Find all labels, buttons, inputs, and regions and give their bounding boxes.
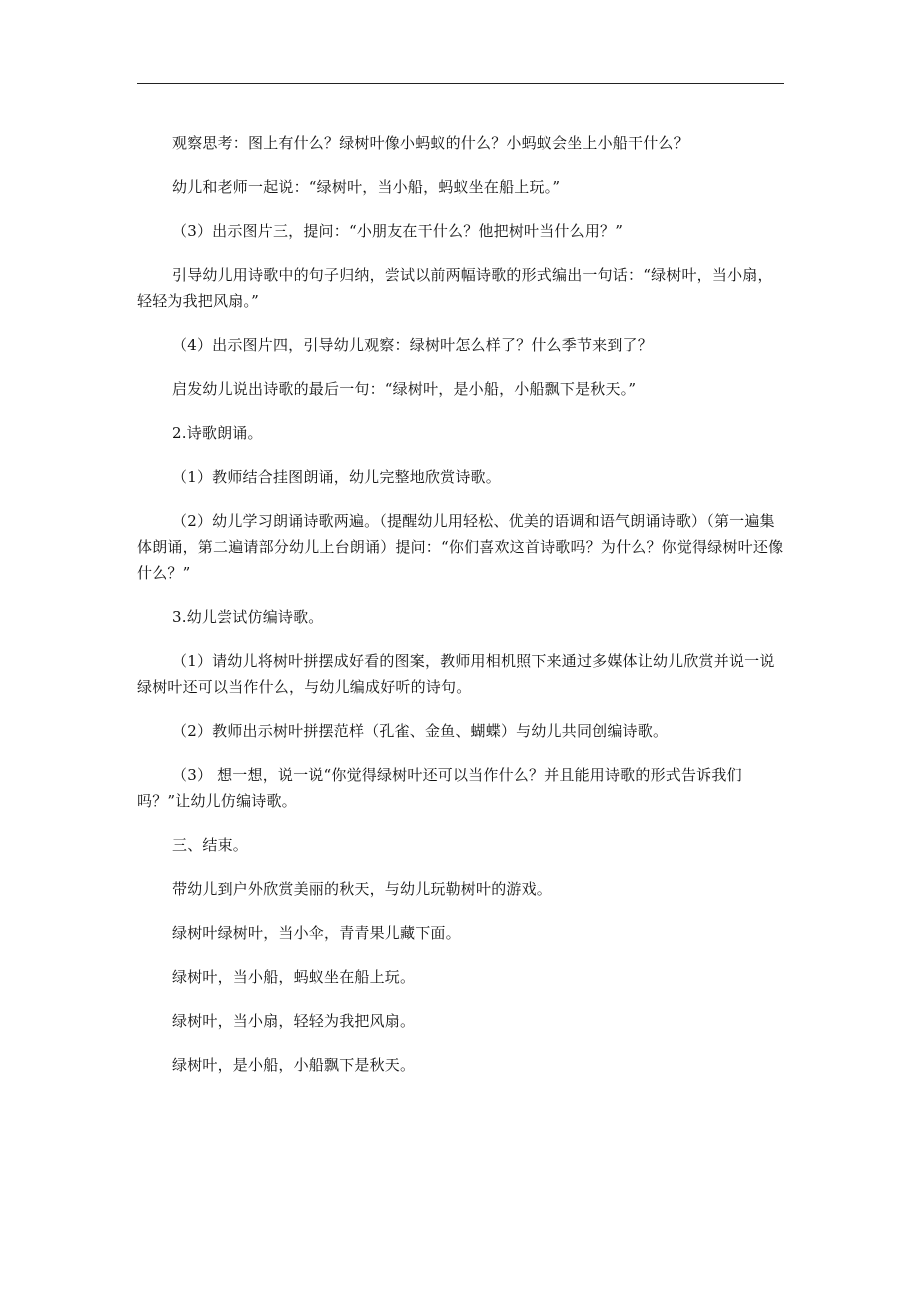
paragraph: （1）教师结合挂图朗诵，幼儿完整地欣赏诗歌。 [172, 468, 501, 486]
poem-line: 绿树叶，是小船，小船飘下是秋天。 [172, 1056, 416, 1074]
paragraph: 引导幼儿用诗歌中的句子归纳，尝试以前两幅诗歌的形式编出一句话：“绿树叶，当小扇，轻轻为我把风扇。” [137, 266, 773, 310]
paragraph: 观察思考：图上有什么？绿树叶像小蚂蚁的什么？小蚂蚁会坐上小船干什么？ [172, 134, 689, 152]
paragraph: （2）幼儿学习朗诵诗歌两遍。（提醒幼儿用轻松、优美的语调和语气朗诵诗歌）（第一遍集体朗诵，第二遍请部分幼儿上台朗诵）提问：“你们喜欢这首诗歌吗？为什么？你觉得绿树叶还像什么？” [137, 512, 784, 582]
paragraph: （4）出示图片四，引导幼儿观察：绿树叶怎么样了？什么季节来到了？ [172, 336, 653, 354]
poem-line: 绿树叶绿树叶，当小伞，青青果儿藏下面。 [172, 924, 461, 942]
section-heading: 三、结束。 [172, 836, 249, 854]
paragraph: 启发幼儿说出诗歌的最后一句：“绿树叶，是小船，小船飘下是秋天。” [172, 380, 637, 398]
paragraph: （2）教师出示树叶拼摆范样（孔雀、金鱼、蝴蝶）与幼儿共同创编诗歌。 [172, 722, 669, 740]
section-heading: 2.诗歌朗诵。 [172, 424, 263, 442]
paragraph: 带幼儿到户外欣赏美丽的秋天，与幼儿玩勒树叶的游戏。 [172, 880, 553, 898]
header-rule [137, 83, 784, 84]
paragraph: 幼儿和老师一起说：“绿树叶，当小船，蚂蚁坐在船上玩。” [172, 178, 561, 196]
poem-line: 绿树叶，当小扇，轻轻为我把风扇。 [172, 1012, 416, 1030]
document-body [137, 130, 784, 1096]
poem-line: 绿树叶，当小船，蚂蚁坐在船上玩。 [172, 968, 416, 986]
paragraph: （3） 想一想，说一说“你觉得绿树叶还可以当作什么？并且能用诗歌的形式告诉我们吗？”让幼儿仿编诗歌。 [137, 766, 742, 810]
section-heading: 3.幼儿尝试仿编诗歌。 [172, 608, 324, 626]
paragraph: （1）请幼儿将树叶拼摆成好看的图案，教师用相机照下来通过多媒体让幼儿欣赏并说一说绿树叶还可以当作什么，与幼儿编成好听的诗句。 [137, 652, 775, 696]
paragraph: （3）出示图片三，提问：“小朋友在干什么？他把树叶当什么用？” [172, 222, 624, 240]
